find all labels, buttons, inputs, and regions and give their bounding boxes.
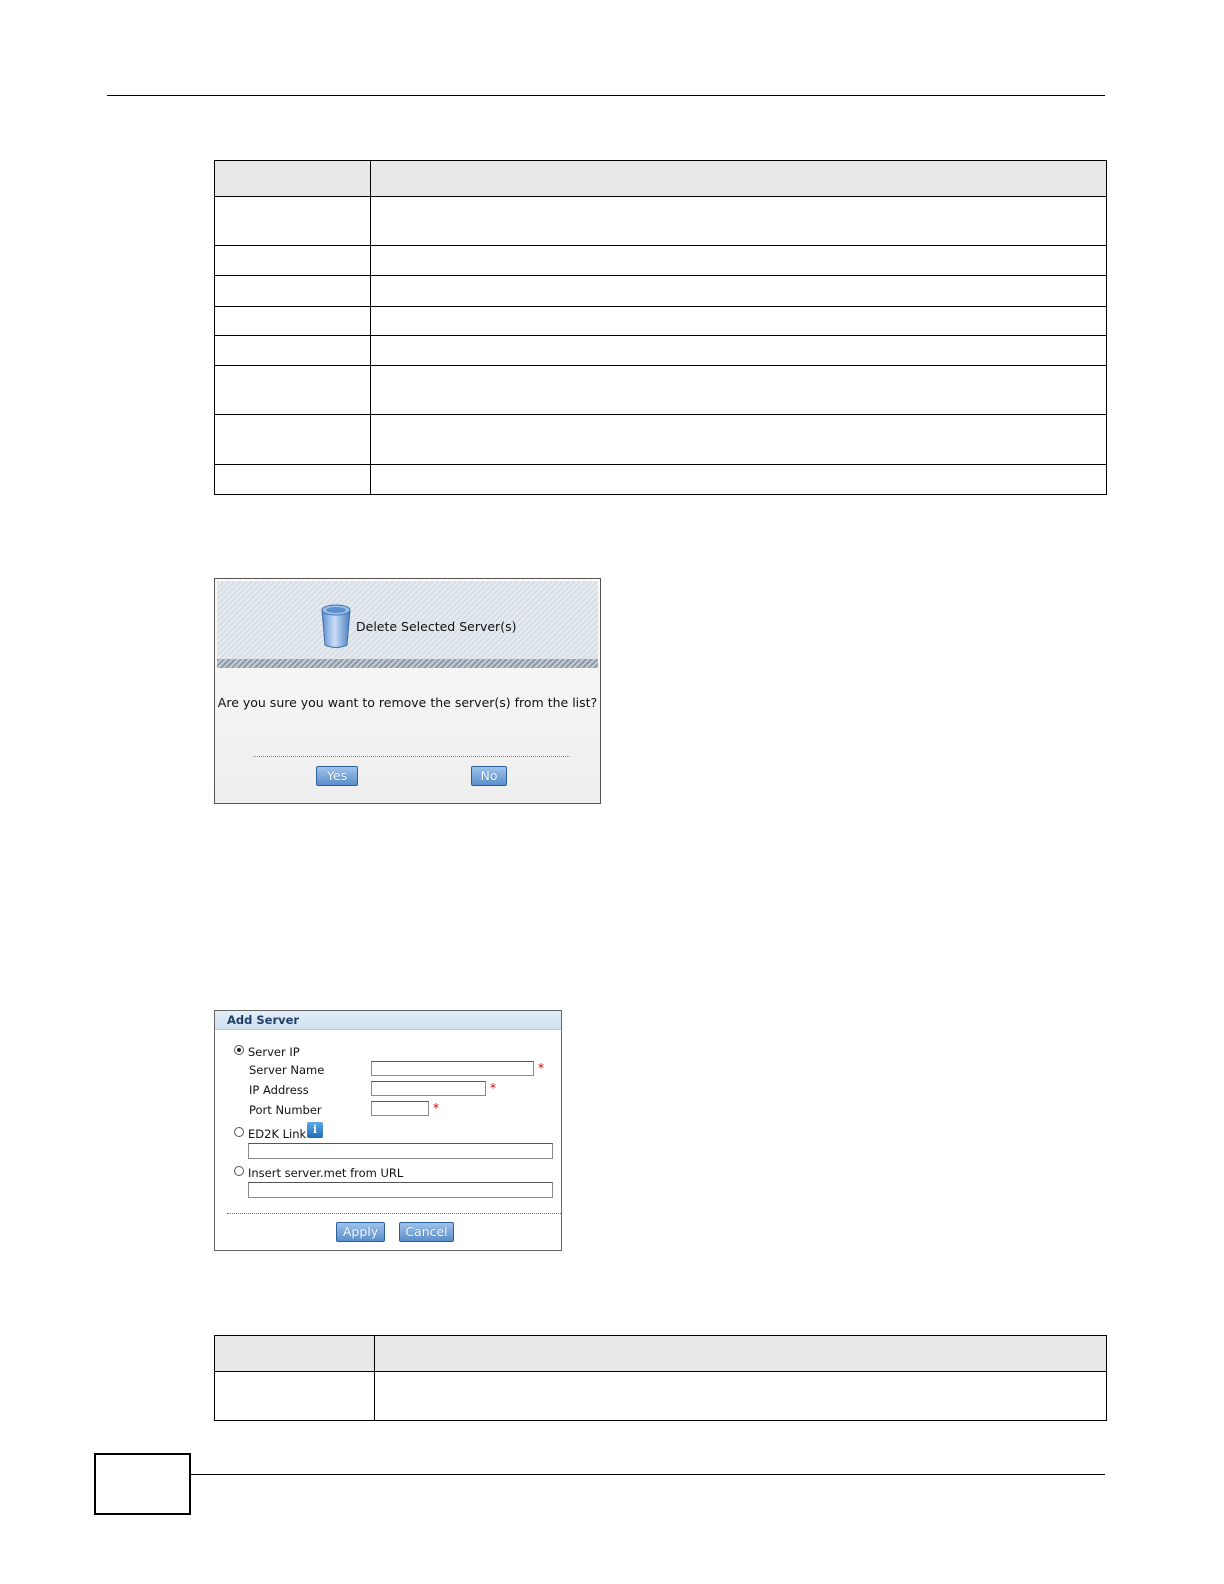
table-row [215, 1372, 1107, 1421]
yes-button[interactable]: Yes [316, 766, 358, 786]
header-rule [107, 95, 1105, 96]
trash-can-icon [319, 603, 353, 649]
panel-separator [227, 1213, 561, 1214]
required-mark: * [538, 1061, 544, 1075]
dialog-banner-stripe [217, 659, 598, 668]
dialog-question: Are you sure you want to remove the server(s) from the list? [217, 695, 598, 710]
panel-title: Add Server [227, 1013, 300, 1027]
ip-address-input[interactable] [371, 1081, 486, 1096]
ip-address-label: IP Address [249, 1083, 309, 1097]
header-cell-description [371, 161, 1107, 197]
table-row [215, 366, 1107, 415]
header-cell-label [215, 1336, 375, 1372]
server-met-label: Insert server.met from URL [248, 1166, 404, 1180]
no-button[interactable]: No [471, 766, 507, 786]
dialog-title: Delete Selected Server(s) [356, 619, 517, 634]
panel-header [215, 1011, 561, 1030]
add-server-panel [214, 1010, 562, 1251]
ed2k-link-input[interactable] [248, 1143, 553, 1159]
footer-rule [191, 1474, 1105, 1475]
table-row [215, 307, 1107, 336]
server-ip-label: Server IP [248, 1045, 300, 1059]
page-number-box [94, 1453, 191, 1515]
description-table-top [214, 160, 1107, 495]
header-cell-description [375, 1336, 1107, 1372]
table-row [215, 197, 1107, 246]
table-row [215, 276, 1107, 307]
table-row [215, 246, 1107, 276]
cancel-button[interactable]: Cancel [399, 1222, 454, 1242]
ed2k-link-radio[interactable] [234, 1127, 244, 1137]
table-header-row [215, 1336, 1107, 1372]
info-icon[interactable]: i [307, 1122, 323, 1138]
server-met-url-input[interactable] [248, 1182, 553, 1198]
header-cell-label [215, 161, 371, 197]
server-name-input[interactable] [371, 1061, 534, 1076]
server-name-label: Server Name [249, 1063, 325, 1077]
port-number-label: Port Number [249, 1103, 322, 1117]
dialog-separator [253, 756, 570, 757]
table-row [215, 465, 1107, 495]
ed2k-link-label: ED2K Link [248, 1127, 307, 1141]
server-ip-radio[interactable] [234, 1045, 244, 1055]
table-row [215, 415, 1107, 465]
table-row [215, 336, 1107, 366]
required-mark: * [433, 1101, 439, 1115]
apply-button[interactable]: Apply [336, 1222, 385, 1242]
required-mark: * [490, 1081, 496, 1095]
table-header-row [215, 161, 1107, 197]
server-met-radio[interactable] [234, 1166, 244, 1176]
delete-servers-dialog [214, 578, 601, 804]
port-number-input[interactable] [371, 1101, 429, 1116]
description-table-bottom [214, 1335, 1107, 1421]
